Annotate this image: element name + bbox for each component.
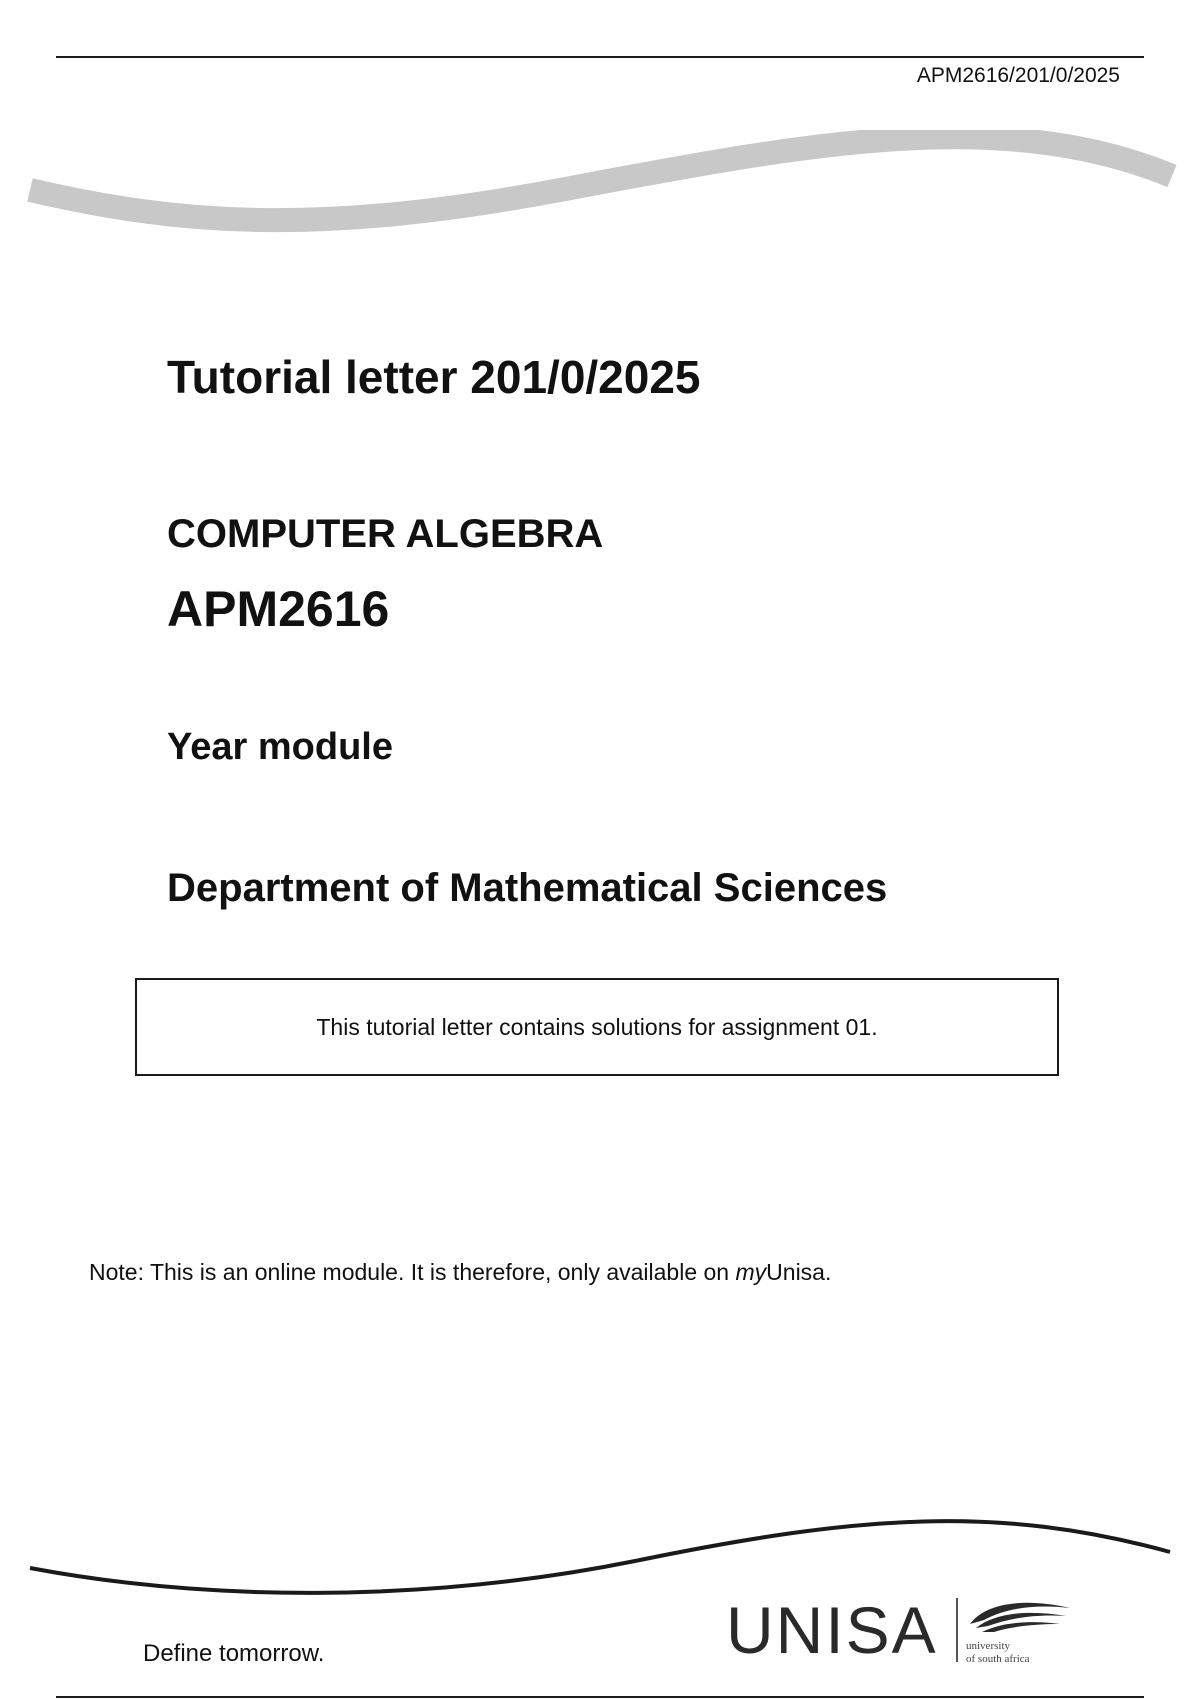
top-rule (56, 56, 1144, 58)
notice-box (135, 978, 1059, 1076)
logo-subtitle (966, 1640, 1030, 1666)
unisa-logo (726, 1590, 1086, 1670)
note-prefix: Note: This is an online module. It is therefore, only available on (89, 1259, 736, 1285)
module-type: Year module (167, 726, 393, 768)
footer-tagline: Define tomorrow. (143, 1640, 325, 1667)
document-code: APM2616/201/0/2025 (916, 64, 1120, 87)
logo-subtitle-line2: of south africa (966, 1653, 1030, 1665)
course-name: COMPUTER ALGEBRA (167, 512, 604, 556)
notice-text: This tutorial letter contains solutions for assignment 01. (316, 1013, 878, 1040)
top-swoosh-decoration (0, 130, 1200, 260)
department-name: Department of Mathematical Sciences (167, 866, 888, 910)
unisa-wing-icon (966, 1594, 1076, 1636)
logo-subtitle-line1: university (966, 1640, 1010, 1652)
logo-wordmark: UNISA (726, 1593, 938, 1667)
note-emphasis: my (735, 1259, 767, 1285)
bottom-swoosh-decoration (0, 1510, 1200, 1600)
note-suffix: Unisa. (766, 1259, 832, 1285)
tutorial-letter-title: Tutorial letter 201/0/2025 (167, 351, 701, 403)
bottom-rule (56, 1696, 1144, 1698)
online-module-note (89, 1259, 831, 1286)
logo-divider (956, 1598, 958, 1662)
course-code: APM2616 (167, 581, 390, 637)
